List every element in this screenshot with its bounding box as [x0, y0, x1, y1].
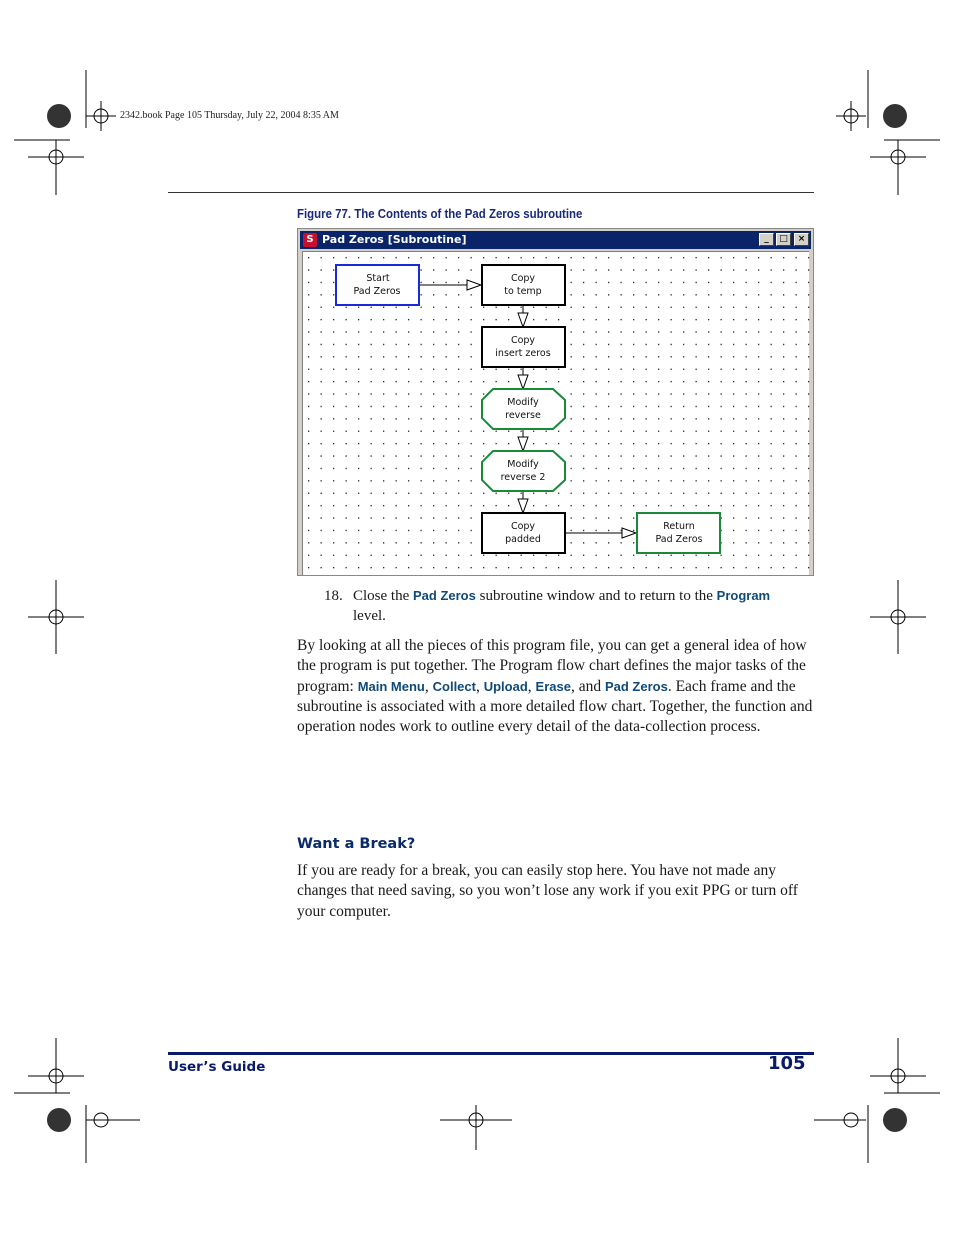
ui-term-pad-zeros: Pad Zeros: [604, 678, 668, 694]
node-copy-padded[interactable]: [482, 513, 565, 553]
node-copy-insert-zeros[interactable]: [482, 327, 565, 367]
step-number: 18.: [324, 588, 343, 604]
footer-rule: [168, 1052, 814, 1055]
maximize-button[interactable]: □: [776, 233, 791, 246]
svg-text:Modify: Modify: [507, 397, 539, 408]
step-text-part: subroutine window and to return to the: [475, 588, 717, 604]
ui-term-main-menu: Main Menu: [357, 678, 425, 694]
footer-title: User’s Guide: [168, 1059, 266, 1075]
svg-text:Copy: Copy: [510, 335, 536, 346]
ui-term-collect: Collect: [432, 678, 476, 694]
node-copy-to-temp[interactable]: [482, 265, 565, 305]
body-paragraph: [297, 636, 815, 737]
svg-text:insert zeros: insert zeros: [495, 348, 551, 359]
flowchart: [303, 252, 810, 576]
svg-text:Pad Zeros: Pad Zeros: [655, 534, 703, 545]
page-number: 105: [768, 1053, 806, 1074]
minimize-button[interactable]: _: [759, 233, 774, 246]
window-titlebar[interactable]: [300, 231, 811, 249]
ui-term-erase: Erase: [535, 678, 571, 694]
svg-text:Copy: Copy: [510, 273, 536, 284]
svg-text:Copy: Copy: [510, 521, 536, 532]
svg-text:reverse 2: reverse 2: [500, 472, 546, 483]
node-modify-reverse-2[interactable]: [482, 451, 565, 491]
flowchart-canvas[interactable]: [302, 251, 809, 575]
svg-text:Return: Return: [663, 521, 695, 532]
close-button[interactable]: ×: [794, 233, 809, 246]
step-text-part: level.: [353, 608, 386, 624]
section-paragraph: If you are ready for a break, you can easily stop here. You have not made any changes that need saving, so you won’t lose any work if you exit PPG or turn off your computer.: [297, 862, 798, 920]
svg-text:Modify: Modify: [507, 459, 539, 470]
separator: ,: [527, 677, 536, 695]
step-text-part: Close the: [353, 588, 413, 604]
section-heading: Want a Break?: [297, 836, 416, 852]
app-icon: S: [303, 233, 317, 247]
ui-term-upload: Upload: [483, 678, 528, 694]
svg-text:padded: padded: [505, 534, 541, 545]
node-start[interactable]: [336, 265, 419, 305]
print-slug: 2342.book Page 105 Thursday, July 22, 2004 8:35 AM: [120, 110, 339, 121]
ui-term-pad-zeros: Pad Zeros: [413, 588, 476, 603]
figure-caption: Figure 77. The Contents of the Pad Zeros subroutine: [297, 206, 583, 221]
ui-term-program: Program: [716, 588, 771, 603]
header-rule: [168, 192, 814, 193]
step-text: [353, 586, 813, 626]
window-title: Pad Zeros [Subroutine]: [322, 233, 467, 246]
node-modify-reverse[interactable]: [482, 389, 565, 429]
node-return[interactable]: [637, 513, 720, 553]
separator: , and: [570, 677, 605, 695]
svg-text:to temp: to temp: [504, 286, 542, 297]
svg-text:Pad Zeros: Pad Zeros: [353, 286, 401, 297]
subroutine-window: [297, 228, 814, 576]
paragraph-text: By looking at all the pieces of this program file, you can get a general idea of how the program is put together. The Program flow chart defines the major tasks of the program:: [297, 637, 807, 695]
separator: ,: [424, 677, 433, 695]
paragraph-text: . Each frame and the subroutine is associated with a more detailed flow chart. Together, the function and operation nodes work to outline every detail of the data-collection process.: [297, 677, 813, 736]
svg-text:reverse: reverse: [505, 410, 541, 421]
svg-text:Start: Start: [366, 273, 390, 284]
separator: ,: [475, 677, 484, 695]
